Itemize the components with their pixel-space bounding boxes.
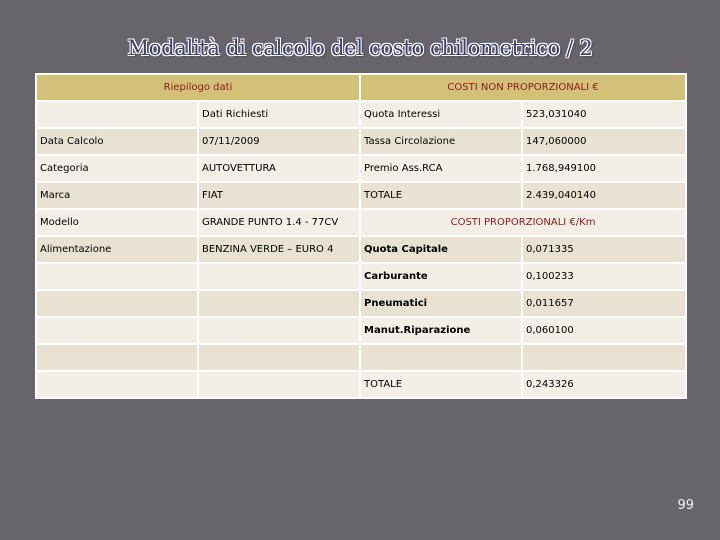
table-row: [36, 155, 686, 182]
prop-value: 0,100233: [522, 263, 686, 290]
table-row: [36, 182, 686, 209]
table-row: [36, 209, 686, 236]
prop-total-value: 0,243326: [522, 371, 686, 398]
row-value: GRANDE PUNTO 1.4 - 77CV: [198, 209, 360, 236]
table-row: [36, 128, 686, 155]
empty-cell: [36, 371, 198, 398]
non-prop-value: 1.768,949100: [522, 155, 686, 182]
non-prop-total-label: TOTALE: [360, 182, 522, 209]
row-value: AUTOVETTURA: [198, 155, 360, 182]
row-value: BENZINA VERDE – EURO 4: [198, 236, 360, 263]
non-prop-value: 523,031040: [522, 101, 686, 128]
empty-cell: [36, 290, 198, 317]
empty-cell: [36, 101, 198, 128]
row-value: 07/11/2009: [198, 128, 360, 155]
table-row: [36, 290, 686, 317]
row-label: Categoria: [36, 155, 198, 182]
empty-cell: [198, 344, 360, 371]
table-row: [36, 263, 686, 290]
non-prop-total-value: 2.439,040140: [522, 182, 686, 209]
table-row: [36, 371, 686, 398]
prop-label: [360, 344, 522, 371]
subheader-costi-proporzionali: COSTI PROPORZIONALI €/Km: [360, 209, 686, 236]
prop-label: Manut.Riparazione: [360, 317, 522, 344]
empty-cell: [198, 317, 360, 344]
prop-label: Pneumatici: [360, 290, 522, 317]
non-prop-label: Quota Interessi: [360, 101, 522, 128]
empty-cell: [36, 317, 198, 344]
prop-label: Quota Capitale: [360, 236, 522, 263]
cost-summary-table: [35, 73, 687, 399]
row-label: Modello: [36, 209, 198, 236]
non-prop-label: Tassa Circolazione: [360, 128, 522, 155]
row-label: Data Calcolo: [36, 128, 198, 155]
empty-cell: [198, 371, 360, 398]
empty-cell: [198, 263, 360, 290]
table-row: [36, 236, 686, 263]
row-label: Alimentazione: [36, 236, 198, 263]
slide-title: Modalità di calcolo del costo chilometrico / 2: [127, 36, 593, 60]
col-header-dati-richiesti: Dati Richiesti: [198, 101, 360, 128]
prop-value: 0,060100: [522, 317, 686, 344]
prop-value: [522, 344, 686, 371]
header-costi-non-proporzionali: COSTI NON PROPORZIONALI €: [360, 74, 686, 101]
prop-label: Carburante: [360, 263, 522, 290]
header-riepilogo-dati: Riepilogo dati: [36, 74, 360, 101]
non-prop-value: 147,060000: [522, 128, 686, 155]
table-row: [36, 101, 686, 128]
table-row: [36, 317, 686, 344]
table-header-row: [36, 74, 686, 101]
non-prop-label: Premio Ass.RCA: [360, 155, 522, 182]
page-number: 99: [677, 498, 694, 513]
prop-value: 0,011657: [522, 290, 686, 317]
prop-total-label: TOTALE: [360, 371, 522, 398]
empty-cell: [36, 263, 198, 290]
prop-value: 0,071335: [522, 236, 686, 263]
row-label: Marca: [36, 182, 198, 209]
row-value: FIAT: [198, 182, 360, 209]
empty-cell: [198, 290, 360, 317]
empty-cell: [36, 344, 198, 371]
table-row: [36, 344, 686, 371]
